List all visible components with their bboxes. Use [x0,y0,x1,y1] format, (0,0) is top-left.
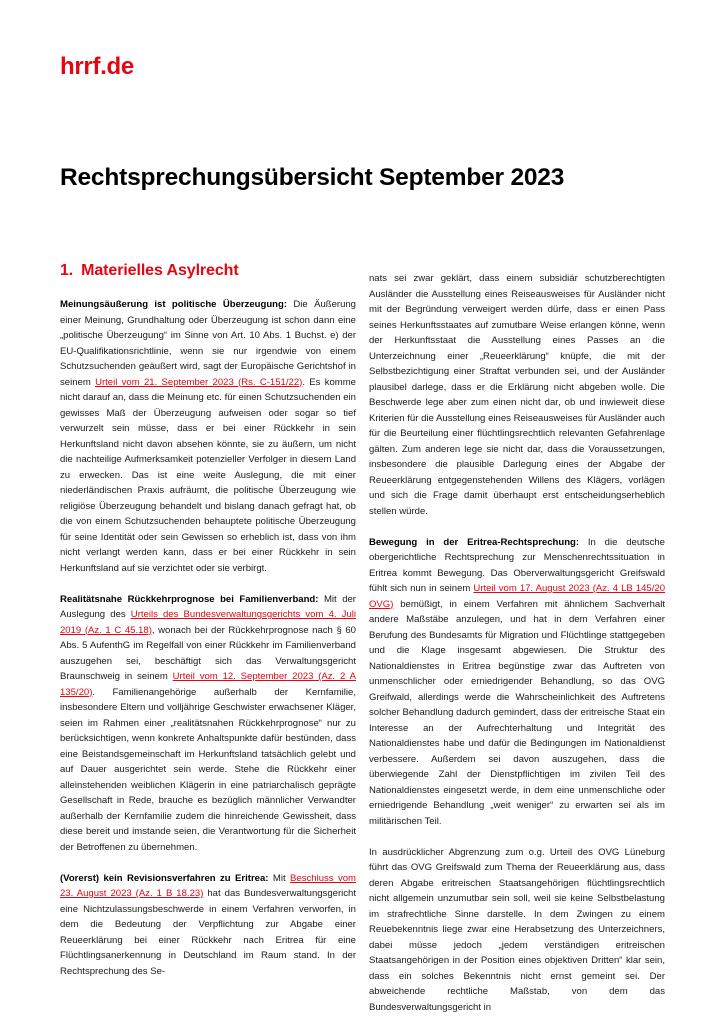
paragraph-text: In die deutsche obergerichtliche Rechtsprechung zur Menschenrechtssituation in Eritrea kommt Bewegung. Das Oberverwaltungsgericht Greifswald fühlt sich nun in seinem [369,536,665,594]
paragraph-repentance-declaration [369,845,665,1016]
site-logo[interactable]: hrrf.de [60,53,134,80]
paragraph-heading: Realitätsnahe Rückkehrprognose bei Familienverband: [60,593,319,605]
paragraph-text: . Es komme nicht darauf an, dass die Meinung etc. für einen Schutzsuchenden ein gewisses Maß der Überzeugung aufweisen oder sogar so tief verwurzelt sein müsse, dass er bei einer Rückkehr in sein Herkunftsland nicht davon absehen könnte, sie zu äußern, um nicht die nachteilige Aufmerksamkeit potenzieller Verfolger in diesem Land zu erwecken. Das ist eine weite Auslegung, die mit einer niederländischen Praxis aufräumt, die politische Überzeugung wie religiöse Überzeugung behandelt und bislang danach gefragt hat, ob die von einem Schutzsuchenden behauptete politische Überzeugung für seine Identität oder sein Gewissen so erheblich ist, dass von ihm nicht verlangt werden kann, dass er bei einer Rückkehr in sein Herkunftsland auf sie verzichtet oder sie verbirgt. [60,376,356,574]
case-link-bverwg-1-c-45-18[interactable]: Urteils des Bundesverwaltungsgerichts vom 4. Juli 2019 (Az. 1 C 45.18) [60,609,356,636]
section-number: 1. [60,262,74,279]
paragraph-political-opinion [60,297,356,576]
case-link-vg-braunschweig-2-a-135-20[interactable]: Urteil vom 12. September 2023 (Az. 2 A 135/20) [60,671,356,698]
paragraph-heading: (Vorerst) kein Revisionsverfahren zu Eritrea: [60,872,269,884]
paragraph-heading: Meinungsäußerung ist politische Überzeugung: [60,299,288,310]
paragraph-text: , wonach bei der Rückkehrprognose nach § 60 Abs. 5 AufenthG im Regelfall von einer Rückkehr im Familienverband auszugehen sei, beschäftigt sich das Verwaltungsgericht Braunschweig in seinem [60,624,356,682]
right-column [369,271,666,1013]
case-link-ovg-greifswald-4-lb-145-20[interactable]: Urteil vom 17. August 2023 (Az. 4 LB 145/20 OVG) [369,583,666,610]
paragraph-text: hat das Bundesverwaltungsgericht eine Nichtzulassungsbeschwerde in einem Verfahren verworfen, in dem die Bedeutung der Verpflichtung zur Abgabe einer Reueerklärung bei einer Rückkehr nach Eritrea für eine Flüchtlingsanerkennung in Deutschland im Raum stand. In der Rechtsprechung des Se- [60,888,356,977]
case-link-eugh-c-151-22[interactable]: Urteil vom 21. September 2023 (Rs. C-151/22) [95,376,303,388]
paragraph-eritrea-revision [60,871,356,980]
page-title: Rechtsprechungsübersicht September 2023 [60,164,565,191]
paragraph-continuation [369,271,665,519]
section-title: Materielles Asylrecht [81,262,239,279]
paragraph-heading: Bewegung in der Eritrea-Rechtsprechung: [369,536,580,548]
paragraph-return-prognosis [60,592,356,856]
paragraph-text: nats sei zwar geklärt, dass einem subsidiär schutzberechtigten Ausländer die Ausstellung eines Reiseausweises für Ausländer nicht mit der Begründung verweigert werden dürfe, dass er einen Pass seines Herkunftsstaates auf zumutbare Weise erlangen könne, wenn der Herkunftsstaat die Ausstellung eines Passes an die Unterzeichnung einer „Reueerklärung“ knüpfe, die mit der Selbstbezichtigung einer Straftat verbunden sei, und der Ausländer plausibel darlege, dass er die Erklärung nicht abgeben wolle. Die Beschwerde lege aber zum einen nicht dar, ob und inwieweit diese Kriterien für die Ausstellung eines Reiseausweises für Ausländer auch für die Beurteilung einer flüchtlingsrechtlich relevanten Gefahrenlage gälten. Zum anderen lege sie nicht dar, dass die Voraussetzungen, insbesondere die plausible Darlegung eines der Abgabe der Reueerklärung entgegenstehenden Willens des Klägers, vorlägen und sich die Frage damit überhaupt erst entscheidungserheblich stellen würde. [369,273,665,517]
left-column [60,258,357,977]
paragraph-text: In ausdrücklicher Abgrenzung zum o.g. Urteil des OVG Lüneburg führt das OVG Greifswald zum Thema der Reueerklärung aus, dass deren Abgabe eritreischen Staatsangehörigen flüchtlingsrechtlich nicht allgemein unzumutbar sein soll, weil sie keine Selbstbelastung im strafrechtliche Sinne darstelle. In dem Zwingen zu einem Reuebekenntnis liege zwar eine Herabsetzung des Unterzeichners, dabei müsse jedoch „jedem verständigen eritreischen Staatsangehörigen in der Position eines objektiven Dritten“ klar sein, dass ein solches Bekenntnis nicht ernst gemeint sei. Der abweichende rechtliche Maßstab, von dem das Bundesverwaltungsgericht in [369,846,665,1013]
section-heading [60,258,356,284]
paragraph-text: bemüßigt, in einem Verfahren mit ähnlichem Sachverhalt andere Maßstäbe anzulegen, und hat in dem Verfahren einer Berufung des Bundesamts für Migration und Flüchtlinge stattgegeben und die Klage insgesamt abgewiesen. Die Struktur des Nationaldienstes in Eritrea begünstige zwar das Auftreten von unmenschlicher oder erniedrigender Behandlung, so das OVG Greifwald, allerdings werde die Wahrscheinlichkeit des Auftretens solcher Behandlung dadurch gemindert, dass der eritreische Staat ein Interesse an der Aufrechterhaltung und Integrität des Nationaldienstes habe und dafür die Bedingungen im Nationaldienst verbessere. Außerdem sei davon auszugehen, dass die überwiegende Zahl der Dienstpflichtigen im zivilen Teil des Nationaldienstes eingesetzt werde, in dem eine unmenschliche oder erniedrigende Behandlung „weit weniger“ zu erwarten sei als im militärischen Teil. [369,598,665,827]
paragraph-text: . Familienangehörige außerhalb der Kernfamilie, insbesondere Eltern und volljährige Geschwister erwachsener Kläger, seien im Rahmen einer „realitätsnahen Rückkehrprognose“ nur zu berücksichtigen, wenn konkrete Anhaltspunkte dafür bestünden, dass eine Beistandsgemeinschaft im Herkunftsland tatsächlich gelebt und auf Dauer ausgerichtet sein werde. Stehe die Rückkehr einer alleinstehenden weiblichen Klägerin in eine patriarchalisch geprägte Gesellschaft in Rede, brauche es bezüglich männlicher Verwandter außerhalb der Kernfamilie zudem die hinreichende Gewissheit, dass diese bereit und imstande seien, die Verantwortung für die Sicherheit der Betroffenen zu übernehmen. [60,686,356,853]
paragraph-text: Die Äußerung einer Meinung, Grundhaltung oder Überzeugung ist schon dann eine „politische Überzeugung“ im Sinne von Art. 10 Abs. 1 Buchst. e) der EU-Qualifikationsrichtlinie, wenn sie nur irgendwie von einem Schutzsuchenden geäußert wird, sagt der Europäische Gerichtshof in seinem [60,299,356,388]
paragraph-text: Mit der Auslegung des [60,593,356,620]
case-link-bverwg-1-b-18-23[interactable]: Beschluss vom 23. August 2023 (Az. 1 B 18.23) [60,872,357,899]
paragraph-eritrea-movement [369,535,665,830]
paragraph-text: Mit [268,872,291,884]
